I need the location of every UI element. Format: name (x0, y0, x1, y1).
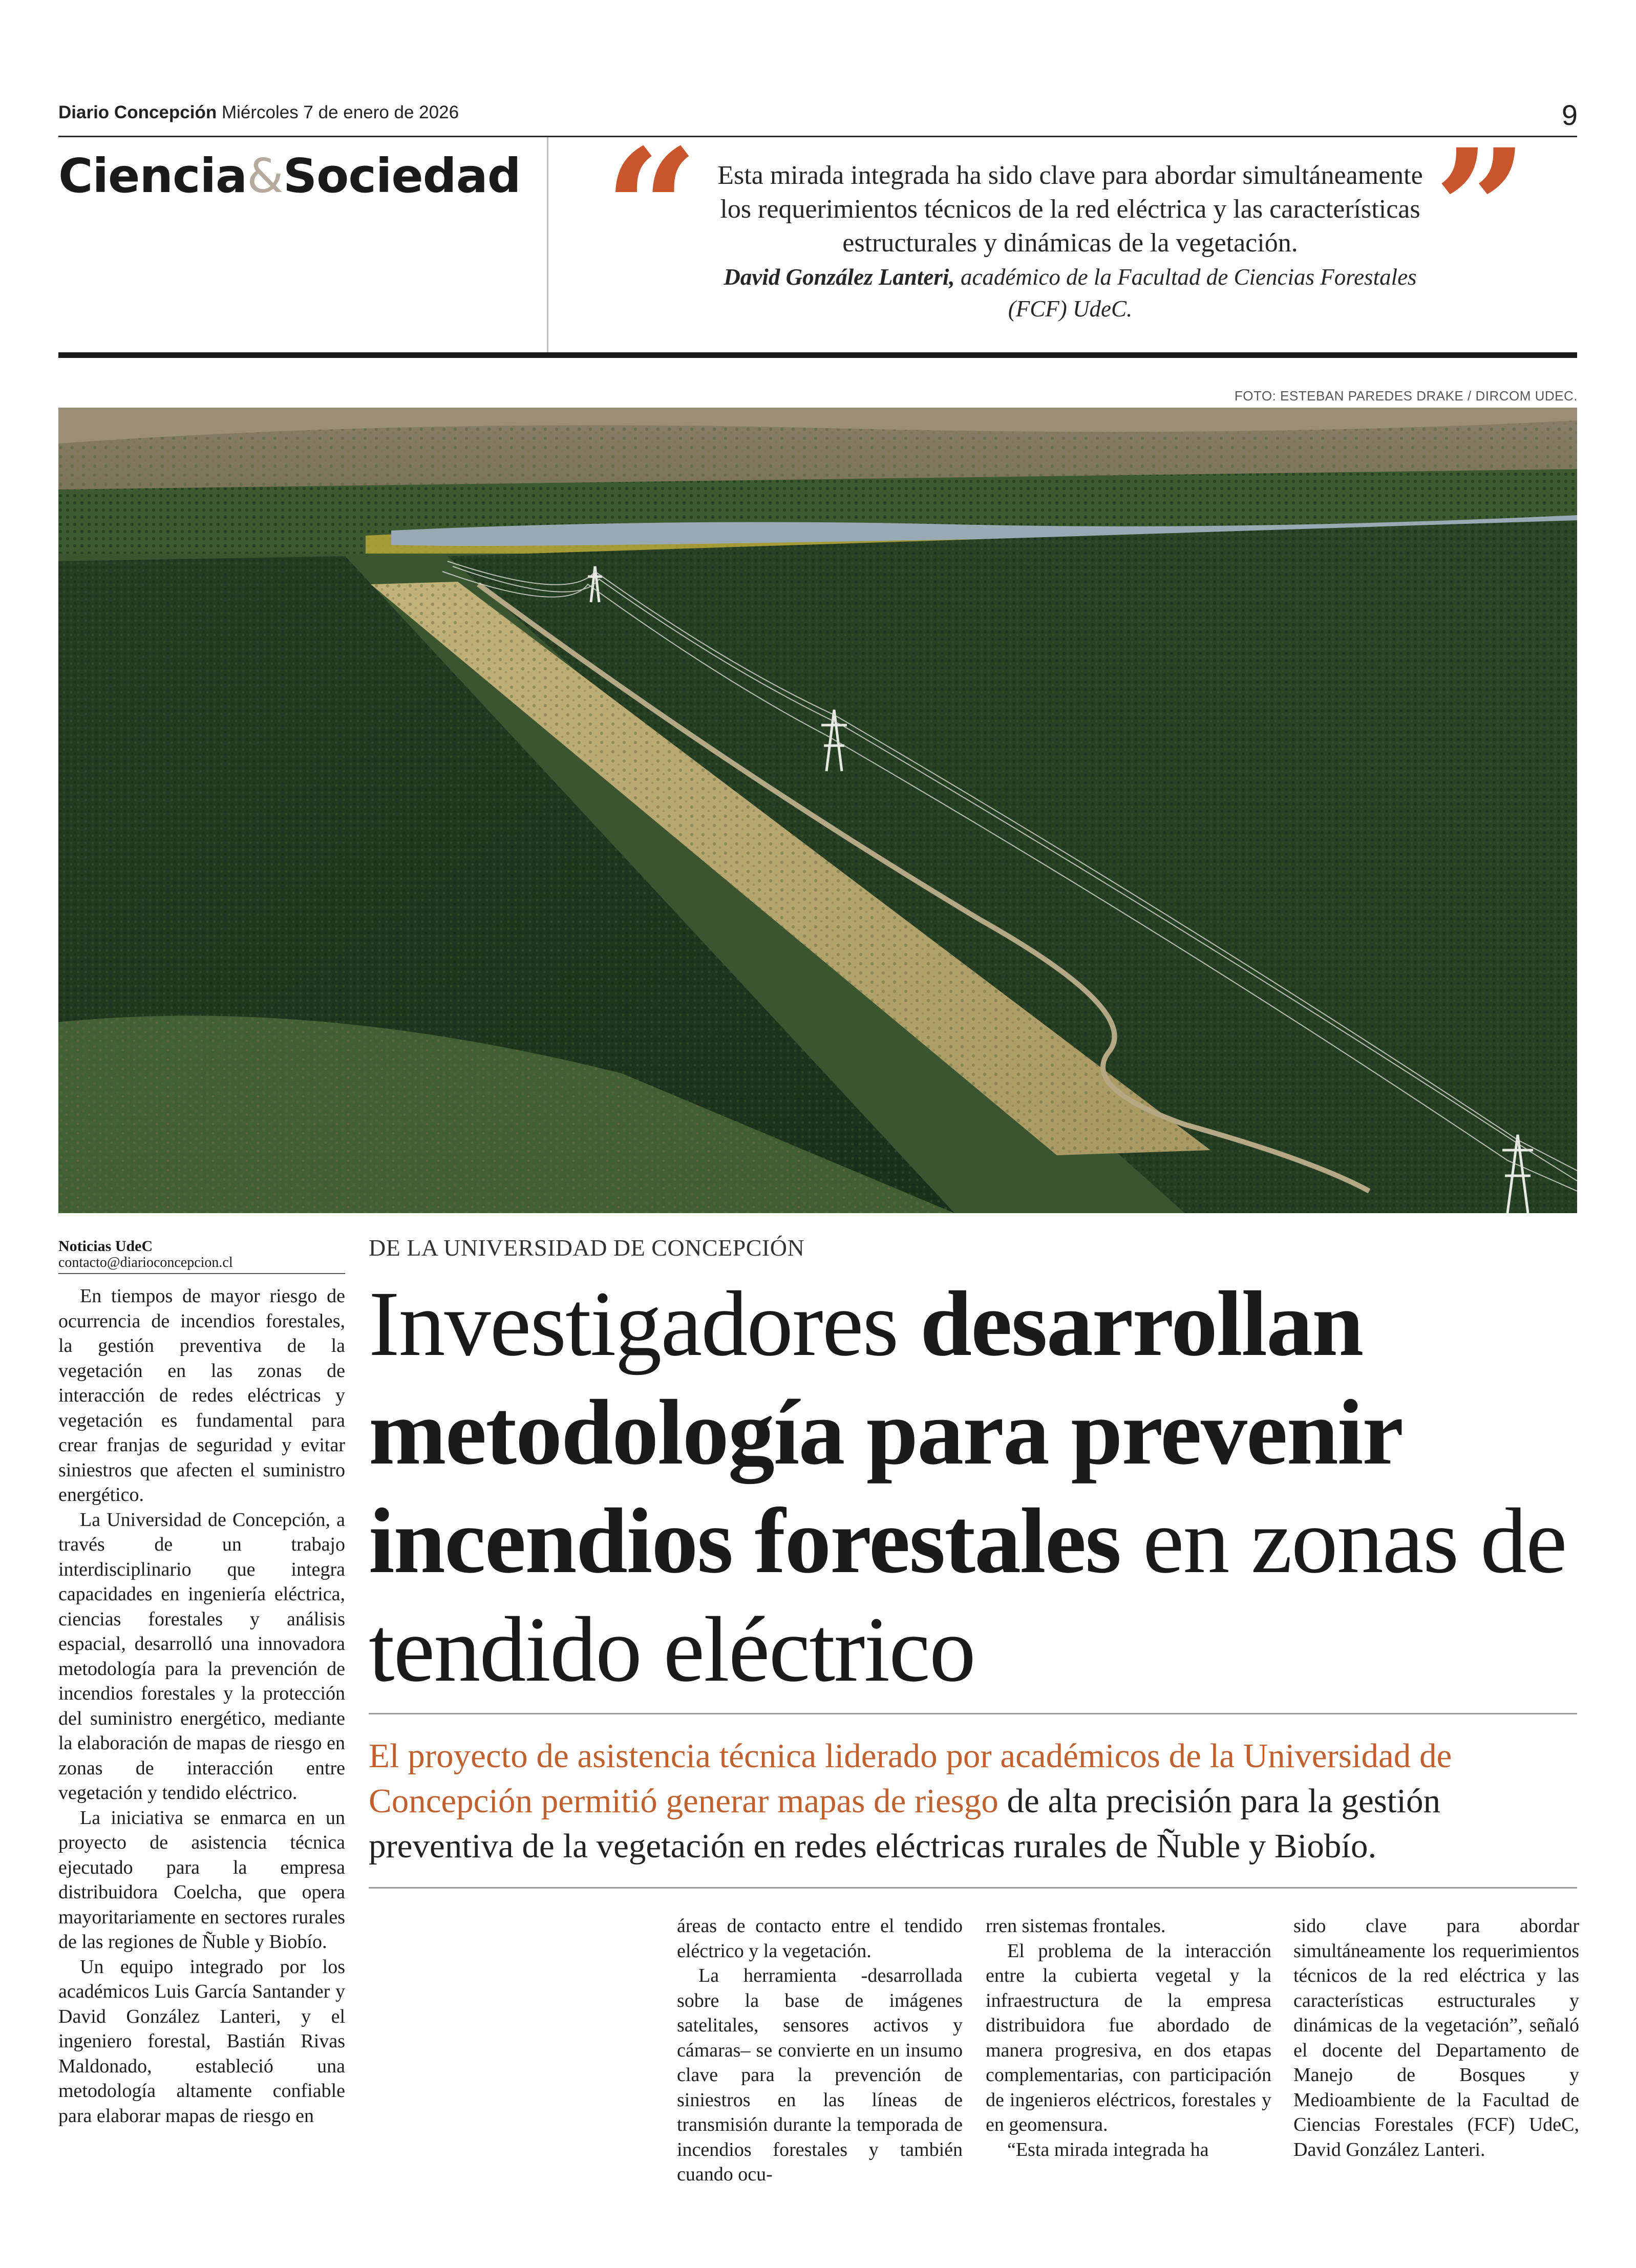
headline-bold: desarrollan metodología para prevenir incendios forestales (369, 1273, 1401, 1593)
body-paragraph: áreas de contacto entre el tendido eléctrico y la vegetación. (677, 1915, 963, 1962)
header-rule (58, 136, 1577, 137)
byline-name: Noticias UdeC (58, 1238, 153, 1255)
article-photo (58, 408, 1577, 1213)
headline-rule-bottom (369, 1887, 1577, 1889)
page-number: 9 (1561, 99, 1578, 131)
section-word-sociedad: Sociedad (283, 149, 521, 203)
photo-credit: FOTO: ESTEBAN PAREDES DRAKE / DIRCOM UDEC. (1234, 388, 1578, 404)
body-paragraph: “Esta mirada integrada ha (1007, 2138, 1209, 2160)
byline-email: contacto@diarioconcepcion.cl (58, 1255, 233, 1270)
byline-rule (58, 1273, 345, 1274)
headline-rule-top (369, 1713, 1577, 1714)
deck-highlight: El proyecto de asistencia técnica liderado por académicos de la Universidad de Concepción permitió generar mapas de riesgo (369, 1737, 1452, 1820)
open-quote-icon: “ (604, 114, 699, 306)
body-column-1 (58, 1284, 345, 2128)
body-paragraph: La Universidad de Concepción, a través de un trabajo interdisciplinario que integra capacidades en ingeniería eléctrica, ciencias forestales y análisis espacial, desarrolló una innovadora metodología para la prevención de incendios forestales y la protección del suministro energético, mediante la elaboración de mapas de riesgo en zonas de interacción entre vegetación y tendido eléctrico. (58, 1509, 345, 1804)
article-kicker: DE LA UNIVERSIDAD DE CONCEPCIÓN (369, 1235, 805, 1261)
article-headline (369, 1270, 1587, 1704)
body-paragraph: El problema de la interacción entre la cubierta vegetal y la infraestructura de la empresa distribuidora fue abordado de manera progresiva, en dos etapas complementarias, con participación de ingenieros eléctricos, forestales y en geomensura. (986, 1940, 1271, 2135)
masthead-line (58, 102, 459, 123)
body-paragraph: En tiempos de mayor riesgo de ocurrencia de incendios forestales, la gestión preventiva de la vegetación en las zonas de interacción de redes eléctricas y vegetación es fundamental para crear franjas de seguridad y evitar siniestros que afecten el suministro energético. (58, 1285, 345, 1506)
headline-part-2: en zonas de tendido eléctrico (369, 1490, 1566, 1701)
close-quote-icon: ” (1434, 114, 1528, 306)
section-rule (58, 352, 1577, 358)
section-title (58, 149, 521, 203)
body-paragraph: Un equipo integrado por los académicos Luis García Santander y David González Lanteri, y el ingeniero forestal, Bastián Rivas Maldonado, estableció una metodología altamente confiable para elaborar mapas de riesgo en (58, 1956, 345, 2127)
body-column-4 (1293, 1914, 1579, 2162)
deck-rest: de alta precisión para la gestión preventiva de la vegetación en redes eléctricas rurales de Ñuble y Biobío. (369, 1782, 1440, 1865)
body-paragraph: sido clave para abordar simultáneamente los requerimientos técnicos de la red eléctrica y las características estructurales y dinámicas de la vegetación”, señaló el docente del Departamento de Manejo de Bosques y Medioambiente de la Facultad de Ciencias Forestales (FCF) UdeC, David González Lanteri. (1293, 1915, 1579, 2160)
issue-date: Miércoles 7 de enero de 2026 (221, 102, 459, 122)
section-word-ciencia: Ciencia (58, 149, 247, 203)
article-deck (369, 1733, 1577, 1869)
pull-quote-attribution (707, 261, 1434, 325)
section-ampersand: & (247, 149, 283, 203)
quote-author: David González Lanteri, (724, 264, 955, 290)
pull-quote-text: Esta mirada integrada ha sido clave para abordar simultáneamente los requerimientos técnicos de la red eléctrica y las características estructurales y dinámicas de la vegetación. (717, 161, 1423, 258)
body-paragraph: rren sistemas frontales. (986, 1915, 1166, 1937)
headline-part-1: Investigadores (369, 1273, 920, 1375)
quote-author-role: académico de la Facultad de Ciencias Forestales (FCF) UdeC. (960, 264, 1417, 322)
newspaper-name: Diario Concepción (58, 102, 217, 122)
body-column-2 (677, 1914, 963, 2187)
body-paragraph: La herramienta -desarrollada sobre la base de imágenes satelitales, sensores activos y cámaras– se convierte en un insumo clave para la prevención de siniestros en las líneas de transmisión durante la temporada de incendios forestales y también cuando ocu- (677, 1965, 963, 2185)
header-divider (547, 137, 548, 352)
body-paragraph: La iniciativa se enmarca en un proyecto de asistencia técnica ejecutado para la empresa distribuidora Coelcha, que opera mayoritariamente en sectores rurales de las regiones de Ñuble y Biobío. (58, 1807, 345, 1953)
body-column-3 (986, 1914, 1271, 2162)
